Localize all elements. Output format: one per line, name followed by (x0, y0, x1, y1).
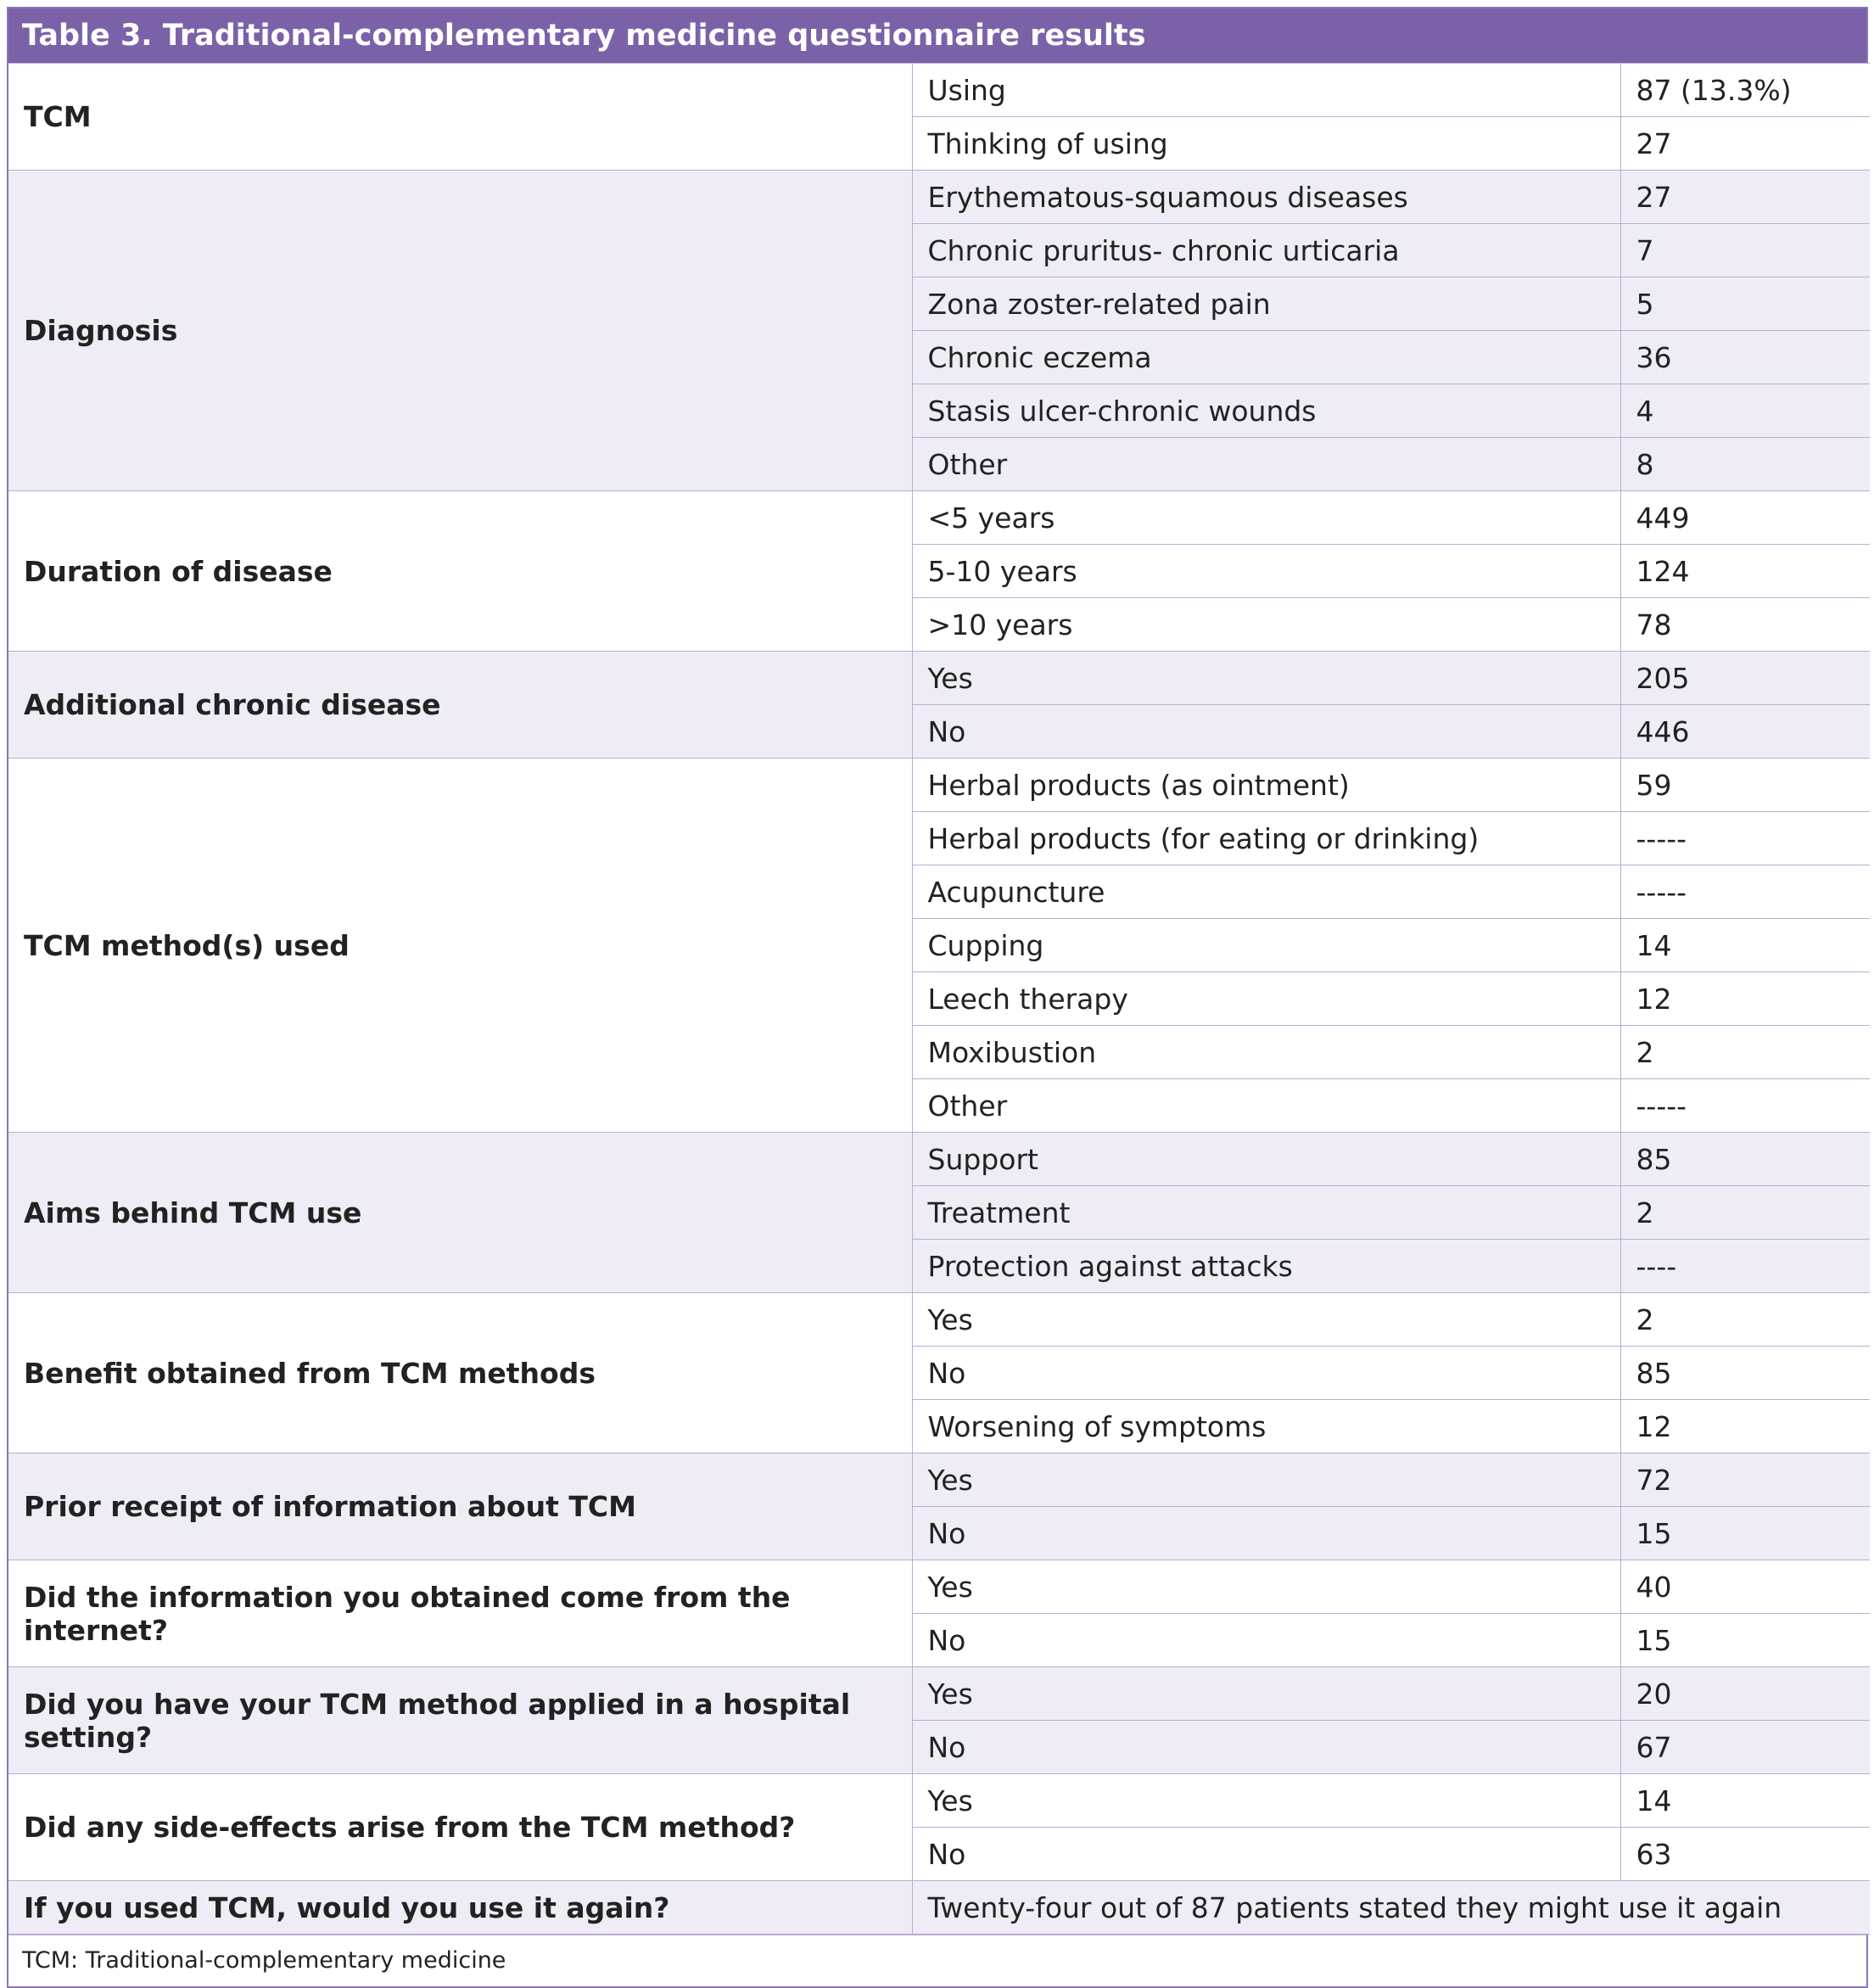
option-cell: Herbal products (as ointment) (912, 759, 1620, 812)
option-cell: Moxibustion (912, 1026, 1620, 1079)
answer-summary: Twenty-four out of 87 patients stated they might use it again (912, 1881, 1870, 1935)
option-cell: Yes (912, 1774, 1620, 1828)
table-row (8, 171, 1870, 224)
option-cell: Chronic eczema (912, 331, 1620, 384)
value-cell: 15 (1620, 1507, 1870, 1560)
value-cell: ----- (1620, 1079, 1870, 1133)
value-cell: 2 (1620, 1186, 1870, 1240)
group-label: Did the information you obtained come from the internet? (8, 1560, 912, 1667)
value-cell: 7 (1620, 224, 1870, 277)
option-cell: No (912, 705, 1620, 759)
table-row (8, 1774, 1870, 1828)
option-cell: Erythematous-squamous diseases (912, 171, 1620, 224)
option-cell: Other (912, 1079, 1620, 1133)
group-label: TCM method(s) used (8, 759, 912, 1133)
value-cell: 5 (1620, 277, 1870, 331)
value-cell: 4 (1620, 384, 1870, 438)
value-cell: ---- (1620, 1240, 1870, 1293)
option-cell: No (912, 1614, 1620, 1667)
group-label: Duration of disease (8, 491, 912, 652)
option-cell: Yes (912, 1453, 1620, 1507)
option-cell: 5-10 years (912, 545, 1620, 598)
option-cell: No (912, 1828, 1620, 1881)
value-cell: 12 (1620, 972, 1870, 1026)
table-row (8, 1667, 1870, 1721)
option-cell: No (912, 1347, 1620, 1400)
option-cell: Yes (912, 1560, 1620, 1614)
value-cell: ----- (1620, 812, 1870, 865)
value-cell: 14 (1620, 1774, 1870, 1828)
table-row (8, 759, 1870, 812)
value-cell: 2 (1620, 1293, 1870, 1347)
value-cell: 12 (1620, 1400, 1870, 1453)
option-cell: No (912, 1507, 1620, 1560)
value-cell: 20 (1620, 1667, 1870, 1721)
table-row (8, 1293, 1870, 1347)
value-cell: 8 (1620, 438, 1870, 491)
option-cell: Yes (912, 652, 1620, 705)
table-row (8, 64, 1870, 117)
group-label: Prior receipt of information about TCM (8, 1453, 912, 1560)
value-cell: 449 (1620, 491, 1870, 545)
table-row (8, 1560, 1870, 1614)
value-cell: 27 (1620, 171, 1870, 224)
option-cell: No (912, 1721, 1620, 1774)
option-cell: Worsening of symptoms (912, 1400, 1620, 1453)
option-cell: Treatment (912, 1186, 1620, 1240)
option-cell: Thinking of using (912, 117, 1620, 171)
table-row (8, 1881, 1870, 1935)
option-cell: Herbal products (for eating or drinking) (912, 812, 1620, 865)
value-cell: 78 (1620, 598, 1870, 652)
value-cell: 2 (1620, 1026, 1870, 1079)
value-cell: 124 (1620, 545, 1870, 598)
value-cell: 87 (13.3%) (1620, 64, 1870, 117)
value-cell: 85 (1620, 1133, 1870, 1186)
group-label: Aims behind TCM use (8, 1133, 912, 1293)
option-cell: Leech therapy (912, 972, 1620, 1026)
group-label: Benefit obtained from TCM methods (8, 1293, 912, 1453)
value-cell: 67 (1620, 1721, 1870, 1774)
value-cell: 14 (1620, 919, 1870, 972)
option-cell: >10 years (912, 598, 1620, 652)
table-title: Table 3. Traditional-complementary medicine questionnaire results (8, 8, 1866, 63)
value-cell: 27 (1620, 117, 1870, 171)
group-label: Did you have your TCM method applied in a hospital setting? (8, 1667, 912, 1774)
value-cell: 446 (1620, 705, 1870, 759)
group-label: Diagnosis (8, 171, 912, 491)
table-row (8, 1453, 1870, 1507)
group-label: TCM (8, 64, 912, 171)
option-cell: Stasis ulcer-chronic wounds (912, 384, 1620, 438)
questionnaire-table-container (7, 7, 1868, 1988)
value-cell: 63 (1620, 1828, 1870, 1881)
table-row (8, 652, 1870, 705)
option-cell: Yes (912, 1293, 1620, 1347)
table-row (8, 491, 1870, 545)
group-label: Did any side-effects arise from the TCM method? (8, 1774, 912, 1881)
option-cell: Acupuncture (912, 865, 1620, 919)
option-cell: Support (912, 1133, 1620, 1186)
table-body (8, 64, 1870, 1935)
option-cell: Cupping (912, 919, 1620, 972)
option-cell: Protection against attacks (912, 1240, 1620, 1293)
value-cell: ----- (1620, 865, 1870, 919)
value-cell: 59 (1620, 759, 1870, 812)
value-cell: 36 (1620, 331, 1870, 384)
option-cell: Using (912, 64, 1620, 117)
value-cell: 72 (1620, 1453, 1870, 1507)
group-label: If you used TCM, would you use it again? (8, 1881, 912, 1935)
option-cell: <5 years (912, 491, 1620, 545)
value-cell: 40 (1620, 1560, 1870, 1614)
option-cell: Yes (912, 1667, 1620, 1721)
group-label: Additional chronic disease (8, 652, 912, 759)
value-cell: 205 (1620, 652, 1870, 705)
value-cell: 15 (1620, 1614, 1870, 1667)
table-row (8, 1133, 1870, 1186)
option-cell: Other (912, 438, 1620, 491)
table-footnote: TCM: Traditional-complementary medicine (8, 1935, 1866, 1986)
value-cell: 85 (1620, 1347, 1870, 1400)
questionnaire-table (8, 63, 1870, 1935)
option-cell: Zona zoster-related pain (912, 277, 1620, 331)
option-cell: Chronic pruritus- chronic urticaria (912, 224, 1620, 277)
